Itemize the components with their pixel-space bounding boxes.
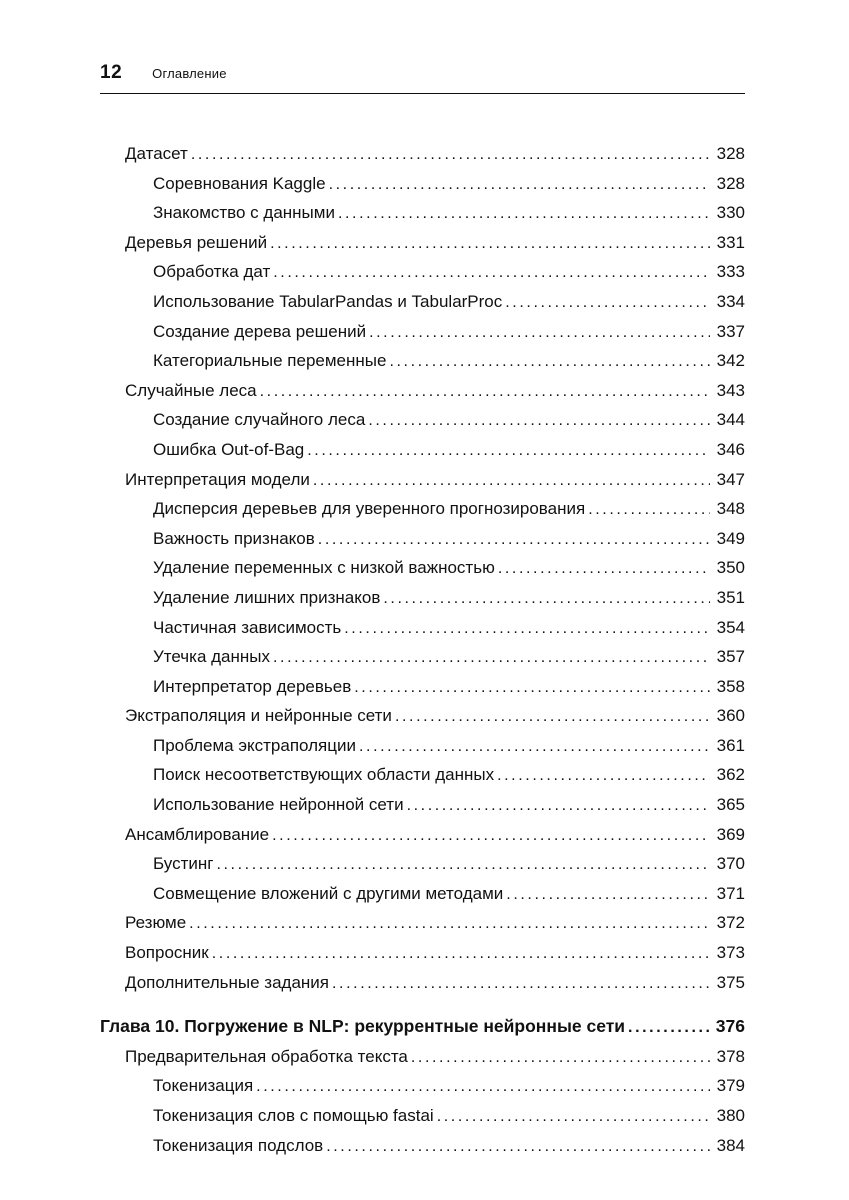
toc-entry — [100, 584, 745, 614]
toc-entry-page: 372 — [716, 913, 745, 933]
toc-entry — [100, 466, 745, 496]
toc-dot-leader — [313, 466, 710, 496]
toc-entry — [100, 258, 745, 288]
toc-entry — [100, 495, 745, 525]
toc-entry-title: Проблема экстраполяции — [153, 735, 356, 755]
toc-dot-leader — [588, 495, 710, 525]
toc-entry-title: Токенизация слов с помощью fastai — [153, 1106, 434, 1125]
toc-entry-title: Ансамблирование — [125, 824, 270, 844]
toc-entry-title: Токенизация подслов — [153, 1135, 324, 1155]
toc-entry-page: 342 — [716, 351, 745, 371]
toc-entry-page: 328 — [716, 144, 745, 163]
toc-dot-leader — [506, 880, 710, 910]
toc-entry — [100, 643, 745, 673]
toc-entry-page: 333 — [716, 262, 745, 282]
toc-entry — [100, 761, 745, 791]
toc-dot-leader — [329, 170, 710, 200]
toc-entry-title: Токенизация — [153, 1076, 254, 1096]
toc-entry-page: 354 — [716, 617, 745, 637]
toc-entry — [100, 347, 745, 377]
toc-entry-page: 365 — [716, 795, 745, 815]
toc-dot-leader — [498, 554, 710, 584]
toc-dot-leader — [395, 702, 710, 732]
toc-dot-leader — [256, 1072, 710, 1102]
toc-dot-leader — [628, 1012, 710, 1043]
toc-entry-title: Создание дерева решений — [153, 321, 367, 341]
toc-entry-page: 370 — [716, 854, 745, 874]
toc-entry — [100, 199, 745, 229]
toc-entry-page: 347 — [716, 469, 745, 489]
toc-entry — [100, 1102, 745, 1132]
running-head — [100, 62, 745, 84]
toc-entry — [100, 170, 745, 200]
toc-entry-title: Предварительная обработка текста — [125, 1046, 408, 1066]
toc-entry-page: 379 — [716, 1076, 745, 1096]
toc-entry — [100, 880, 745, 910]
toc-entry-page: 360 — [716, 706, 745, 726]
toc-entry-page: 375 — [716, 972, 745, 992]
toc-entry-page: 328 — [716, 173, 745, 193]
toc-entry-page: 337 — [716, 321, 745, 341]
toc-dot-leader — [273, 258, 710, 288]
toc-dot-leader — [359, 732, 710, 762]
toc-dot-leader — [369, 318, 710, 348]
toc-entry — [100, 1132, 745, 1162]
toc-dot-leader — [216, 850, 710, 880]
toc-dot-leader — [437, 1102, 710, 1132]
toc-dot-leader — [505, 288, 710, 318]
toc-dot-leader — [338, 199, 710, 229]
toc-dot-leader — [212, 939, 710, 969]
toc-entry-title: Использование нейронной сети — [153, 795, 404, 815]
toc-entry-title: Поиск несоответствующих области данных — [153, 765, 495, 785]
toc-dot-leader — [273, 643, 710, 673]
toc-entry — [100, 140, 745, 170]
toc-entry — [100, 850, 745, 880]
toc-entry-title: Деревья решений — [125, 232, 268, 252]
toc-entry — [100, 821, 745, 851]
toc-dot-leader — [368, 406, 710, 436]
page-number: 12 — [100, 62, 123, 83]
toc-entry-page: 373 — [716, 943, 745, 963]
toc-dot-leader — [318, 525, 710, 555]
toc-dot-leader — [189, 909, 710, 939]
toc-entry-title: Интерпретация модели — [125, 469, 310, 489]
toc-entry — [100, 229, 745, 259]
toc-entry — [100, 525, 745, 555]
toc-dot-leader — [191, 140, 710, 170]
toc-dot-leader — [270, 229, 710, 259]
toc-entry — [100, 554, 745, 584]
toc-entry-title: Интерпретатор деревьев — [153, 676, 352, 696]
toc-entry-page: 351 — [716, 587, 745, 607]
header-rule — [100, 93, 745, 94]
toc-entry-title: Глава 10. Погружение в NLP: рекуррентные нейронные сети — [100, 1016, 626, 1037]
toc-entry — [100, 436, 745, 466]
toc-entry-page: 349 — [716, 528, 745, 548]
toc-dot-leader — [497, 761, 710, 791]
toc-dot-leader — [272, 821, 710, 851]
toc-entry-title: Резюме — [125, 913, 187, 933]
toc-entry-page: 348 — [716, 499, 745, 519]
toc-entry-page: 331 — [716, 232, 745, 252]
toc-entry — [100, 732, 745, 762]
toc-dot-leader — [407, 791, 710, 821]
toc-entry-title: Обработка дат — [153, 262, 271, 282]
toc-entry — [100, 318, 745, 348]
toc-dot-leader — [260, 377, 710, 407]
toc-entry — [100, 702, 745, 732]
toc-entry-title: Соревнования Kaggle — [153, 173, 326, 193]
toc-list — [100, 140, 745, 1161]
toc-entry — [100, 1072, 745, 1102]
toc-entry-title: Дисперсия деревьев для уверенного прогнозирования — [153, 499, 586, 519]
toc-entry — [100, 1043, 745, 1073]
toc-entry-title: Использование TabularPandas и TabularProc — [153, 291, 503, 311]
toc-entry-page: 350 — [716, 558, 745, 578]
toc-entry-title: Совмещение вложений с другими методами — [153, 883, 504, 903]
toc-entry-title: Знакомство с данными — [153, 203, 335, 223]
toc-entry — [100, 673, 745, 703]
toc-dot-leader — [344, 614, 710, 644]
toc-entry-title: Создание случайного леса — [153, 410, 366, 430]
toc-dot-leader — [383, 584, 710, 614]
toc-entry-page: 357 — [716, 647, 745, 667]
toc-entry — [100, 1012, 745, 1043]
toc-entry-page: 369 — [716, 824, 745, 844]
toc-entry-page: 380 — [716, 1106, 745, 1125]
toc-entry-page: 330 — [716, 203, 745, 223]
toc-entry — [100, 377, 745, 407]
toc-entry-title: Удаление лишних признаков — [153, 587, 381, 607]
toc-entry-title: Важность признаков — [153, 528, 315, 548]
toc-entry — [100, 909, 745, 939]
running-header-title: Оглавление — [152, 66, 227, 81]
toc-entry-title: Бустинг — [153, 854, 214, 874]
toc-entry-title: Утечка данных — [153, 647, 270, 667]
toc-entry — [100, 939, 745, 969]
toc-entry-page: 344 — [716, 410, 745, 430]
toc-entry-title: Дополнительные задания — [125, 972, 330, 992]
toc-entry-page: 378 — [716, 1046, 745, 1066]
toc-entry — [100, 288, 745, 318]
toc-entry — [100, 969, 745, 999]
toc-entry-page: 362 — [716, 765, 745, 785]
toc-entry-title: Экстраполяция и нейронные сети — [125, 706, 392, 726]
toc-entry-page: 384 — [716, 1135, 745, 1155]
toc-entry-title: Случайные леса — [125, 380, 257, 400]
toc-entry-title: Удаление переменных с низкой важностью — [153, 558, 495, 578]
toc-entry-title: Датасет — [125, 144, 188, 163]
toc-entry — [100, 791, 745, 821]
toc-entry-page: 371 — [716, 883, 745, 903]
toc-dot-leader — [354, 673, 710, 703]
toc-entry-page: 346 — [716, 439, 745, 459]
toc-entry-title: Частичная зависимость — [153, 617, 342, 637]
toc-entry-page: 361 — [716, 735, 745, 755]
toc-entry-page: 358 — [716, 676, 745, 696]
toc-dot-leader — [411, 1043, 710, 1073]
toc-dot-leader — [307, 436, 710, 466]
toc-entry-title: Вопросник — [125, 943, 209, 963]
toc-entry-page: 334 — [716, 291, 745, 311]
toc-entry — [100, 614, 745, 644]
toc-entry-page: 376 — [715, 1016, 745, 1037]
toc-entry-title: Ошибка Out-of-Bag — [153, 439, 305, 459]
toc-entry-title: Категориальные переменные — [153, 351, 387, 371]
toc-dot-leader — [326, 1132, 710, 1162]
toc-dot-leader — [389, 347, 710, 377]
toc-entry-page: 343 — [716, 380, 745, 400]
toc-dot-leader — [332, 969, 710, 999]
toc-entry — [100, 406, 745, 436]
